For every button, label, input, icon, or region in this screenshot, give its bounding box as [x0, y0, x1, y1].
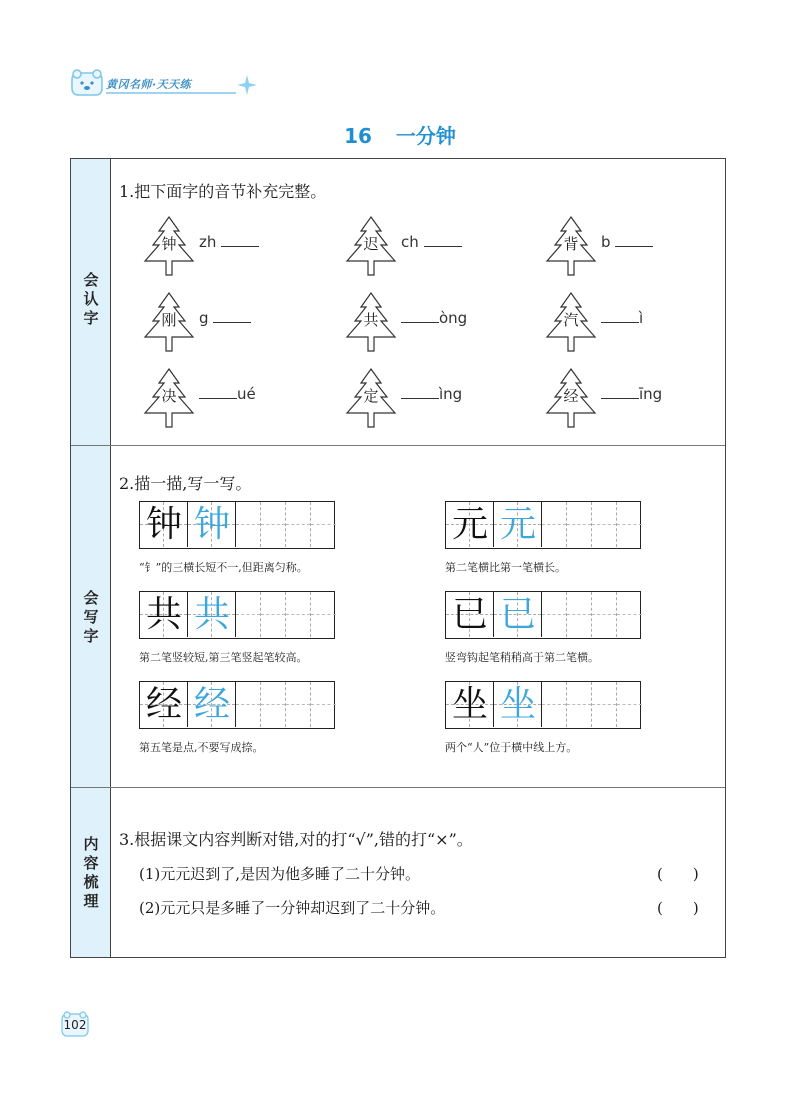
tree-character: 决 [161, 387, 177, 405]
tree-character: 背 [563, 235, 579, 253]
practice-cell[interactable] [567, 502, 592, 547]
model-character: 坐 [451, 684, 488, 725]
answer-blank[interactable] [213, 309, 251, 323]
practice-cell[interactable] [261, 502, 286, 547]
writing-grid[interactable] [445, 681, 641, 729]
tree-icon [541, 291, 601, 355]
trace-cell[interactable] [494, 502, 542, 547]
stroke-tip: 竖弯钩起笔稍稍高于第二笔横。 [445, 651, 599, 664]
tree-character: 刚 [161, 311, 177, 329]
tree-icon [139, 291, 199, 355]
practice-cell[interactable] [311, 502, 336, 547]
practice-cell[interactable] [542, 502, 567, 547]
trace-cell[interactable] [188, 682, 236, 727]
trace-cell[interactable] [188, 502, 236, 547]
practice-cell[interactable] [261, 592, 286, 637]
tree-icon [341, 215, 401, 279]
pinyin-fill-blank[interactable] [199, 233, 259, 251]
worksheet [70, 158, 726, 958]
trace-character: 已 [499, 594, 536, 635]
question-1-title: 1.把下面字的音节补充完整。 [119, 182, 327, 201]
practice-cell[interactable] [311, 682, 336, 727]
trace-cell[interactable] [494, 682, 542, 727]
pinyin-prefix: zh [199, 233, 217, 251]
stroke-tip: “钅”的三横长短不一,但距离匀称。 [139, 561, 308, 574]
practice-cell[interactable] [617, 592, 642, 637]
model-character: 经 [145, 684, 182, 725]
trace-cell[interactable] [494, 592, 542, 637]
trace-character: 钟 [193, 504, 230, 545]
pinyin-fill-blank[interactable] [601, 233, 653, 251]
answer-blank[interactable] [424, 233, 462, 247]
section-label-write: 会 写 字 [83, 589, 99, 645]
answer-blank[interactable] [199, 385, 237, 399]
model-character: 已 [451, 594, 488, 635]
answer-blank[interactable] [221, 233, 259, 247]
section-divider [71, 787, 725, 788]
section-divider [71, 445, 725, 446]
practice-cell[interactable] [567, 592, 592, 637]
pinyin-suffix: ué [237, 385, 256, 403]
brand-underline [106, 92, 236, 94]
pinyin-prefix: ch [401, 233, 419, 251]
pinyin-fill-blank[interactable] [199, 385, 256, 403]
trace-character: 共 [193, 594, 230, 635]
stroke-tip: 第二笔横比第一笔横长。 [445, 561, 566, 574]
model-cell [140, 592, 188, 637]
trace-character: 元 [499, 504, 536, 545]
pinyin-suffix: ìng [439, 385, 463, 403]
practice-cell[interactable] [592, 682, 617, 727]
practice-cell[interactable] [567, 682, 592, 727]
brand-text: 黄冈名师·天天练 [106, 78, 192, 91]
answer-blank[interactable] [601, 385, 639, 399]
pinyin-suffix: òng [439, 309, 468, 327]
answer-blank[interactable] [615, 233, 653, 247]
practice-cell[interactable] [617, 502, 642, 547]
model-cell [140, 502, 188, 547]
pinyin-suffix: īng [639, 385, 663, 403]
pinyin-prefix: g [199, 309, 209, 327]
lesson-number: 16 [344, 124, 372, 148]
practice-cell[interactable] [286, 592, 311, 637]
model-cell [446, 682, 494, 727]
writing-grid[interactable] [139, 501, 335, 549]
practice-cell[interactable] [542, 682, 567, 727]
writing-grid[interactable] [139, 591, 335, 639]
pinyin-fill-blank[interactable] [401, 385, 462, 403]
tree-icon [341, 367, 401, 431]
practice-cell[interactable] [236, 682, 261, 727]
sparkle-icon [236, 74, 258, 96]
practice-cell[interactable] [592, 502, 617, 547]
practice-cell[interactable] [286, 502, 311, 547]
writing-grid[interactable] [445, 501, 641, 549]
question-2-title: 2.描一描,写一写。 [119, 474, 252, 493]
pinyin-prefix: b [601, 233, 611, 251]
writing-grid[interactable] [139, 681, 335, 729]
model-character: 钟 [145, 504, 182, 545]
tree-character: 迟 [363, 235, 379, 253]
page-number: 102 [60, 1010, 90, 1038]
tree-icon [341, 291, 401, 355]
practice-cell[interactable] [311, 592, 336, 637]
practice-cell[interactable] [261, 682, 286, 727]
tree-character: 汽 [563, 311, 579, 329]
pinyin-fill-blank[interactable] [199, 309, 251, 327]
tree-character: 定 [363, 387, 379, 405]
answer-blank[interactable] [601, 309, 639, 323]
judgement-item: (2)元元只是多睡了一分钟却迟到了二十分钟。 [139, 899, 446, 917]
judgement-item: (1)元元迟到了,是因为他多睡了二十分钟。 [139, 865, 421, 883]
answer-blank[interactable] [401, 309, 439, 323]
section-label-recognize: 会 认 字 [83, 271, 99, 327]
answer-parentheses[interactable]: ( ) [657, 899, 699, 917]
practice-cell[interactable] [236, 592, 261, 637]
trace-character: 坐 [499, 684, 536, 725]
pinyin-suffix: ì [639, 309, 644, 327]
tree-character: 钟 [161, 235, 177, 253]
model-character: 元 [451, 504, 488, 545]
pinyin-fill-blank[interactable] [401, 233, 462, 251]
tree-icon [541, 367, 601, 431]
practice-cell[interactable] [592, 592, 617, 637]
practice-cell[interactable] [236, 502, 261, 547]
practice-cell[interactable] [542, 592, 567, 637]
practice-cell[interactable] [617, 682, 642, 727]
model-character: 共 [145, 594, 182, 635]
brand-logo [70, 68, 260, 102]
tree-character: 经 [563, 387, 579, 405]
practice-cell[interactable] [286, 682, 311, 727]
writing-grid[interactable] [445, 591, 641, 639]
tree-icon [139, 215, 199, 279]
pinyin-fill-blank[interactable] [601, 309, 643, 327]
stroke-tip: 第二笔竖较短,第三笔竖起笔较高。 [139, 651, 308, 664]
answer-parentheses[interactable]: ( ) [657, 865, 699, 883]
stroke-tip: 第五笔是点,不要写成捺。 [139, 741, 264, 754]
question-3-title: 3.根据课文内容判断对错,对的打“√”,错的打“×”。 [119, 830, 473, 849]
model-cell [446, 592, 494, 637]
answer-blank[interactable] [401, 385, 439, 399]
tree-icon [139, 367, 199, 431]
lesson-name: 一分钟 [395, 124, 456, 148]
trace-cell[interactable] [188, 592, 236, 637]
tree-icon [541, 215, 601, 279]
model-cell [446, 502, 494, 547]
trace-character: 经 [193, 684, 230, 725]
tree-character: 共 [363, 311, 379, 329]
pinyin-fill-blank[interactable] [401, 309, 467, 327]
stroke-tip: 两个“人”位于横中线上方。 [445, 741, 578, 754]
lesson-title [0, 120, 800, 149]
model-cell [140, 682, 188, 727]
section-label-content: 内 容 梳 理 [83, 835, 99, 910]
bear-icon [70, 68, 104, 98]
pinyin-fill-blank[interactable] [601, 385, 662, 403]
